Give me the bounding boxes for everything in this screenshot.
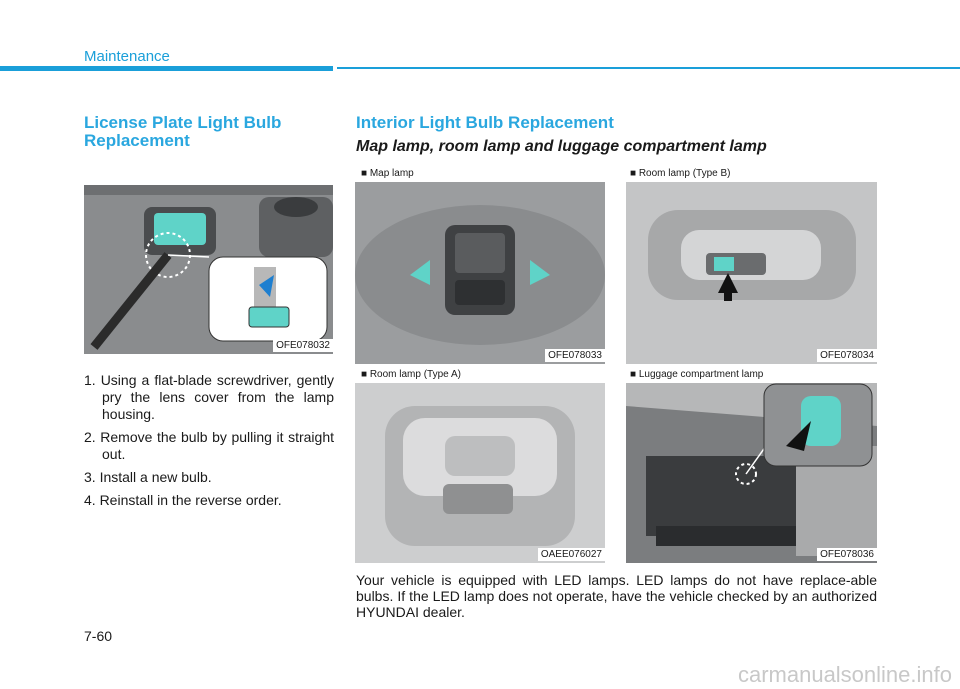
- room-lamp-b-illustration: [626, 165, 877, 364]
- figure-caption: ■ Map lamp: [361, 168, 414, 179]
- step-item: 4. Reinstall in the reverse order.: [84, 492, 282, 508]
- figure-code: OFE078033: [545, 349, 605, 362]
- figure-code: OFE078032: [273, 339, 333, 352]
- license-plate-illustration: [84, 157, 333, 354]
- map-lamp-figure: [355, 165, 605, 364]
- room-lamp-a-illustration: [355, 366, 605, 563]
- license-plate-figure: [84, 157, 333, 354]
- led-note-paragraph: Your vehicle is equipped with LED lamps. LED lamps do not have replace-able bulbs. If the LED lamp does not operate, have the vehicle checked by an authorized HYUNDAI dealer.: [356, 572, 877, 620]
- luggage-lamp-figure: [626, 366, 877, 563]
- watermark: carmanualsonline.info: [737, 662, 952, 687]
- heading-line-2: Replacement: [84, 131, 190, 150]
- luggage-lamp-illustration: [626, 366, 877, 563]
- heading-line-1: License Plate Light Bulb: [84, 113, 282, 132]
- figure-code: OFE078036: [817, 548, 877, 561]
- figure-code: OAEE076027: [538, 548, 605, 561]
- interior-heading: Interior Light Bulb Replacement: [356, 113, 614, 132]
- step-item: 3. Install a new bulb.: [84, 469, 212, 485]
- header-rule-thin: [337, 67, 960, 69]
- step-item: 2. Remove the bulb by pulling it straight out.: [84, 429, 334, 462]
- replacement-steps: [84, 372, 334, 515]
- license-plate-heading: [84, 114, 281, 150]
- room-lamp-b-figure: [626, 165, 877, 364]
- figure-caption: ■ Luggage compartment lamp: [630, 369, 764, 380]
- figure-caption: ■ Room lamp (Type B): [630, 168, 731, 179]
- room-lamp-a-figure: [355, 366, 605, 563]
- figure-caption: ■ Room lamp (Type A): [361, 369, 461, 380]
- map-lamp-illustration: [355, 165, 605, 364]
- header-rule-thick: [0, 66, 333, 71]
- page-number: 7-60: [84, 628, 113, 644]
- step-item: 1. Using a flat-blade screwdriver, gently pry the lens cover from the lamp housing.: [84, 372, 334, 422]
- interior-subtitle: Map lamp, room lamp and luggage compartment lamp: [356, 138, 767, 155]
- figure-code: OFE078034: [817, 349, 877, 362]
- section-label: Maintenance: [84, 48, 170, 65]
